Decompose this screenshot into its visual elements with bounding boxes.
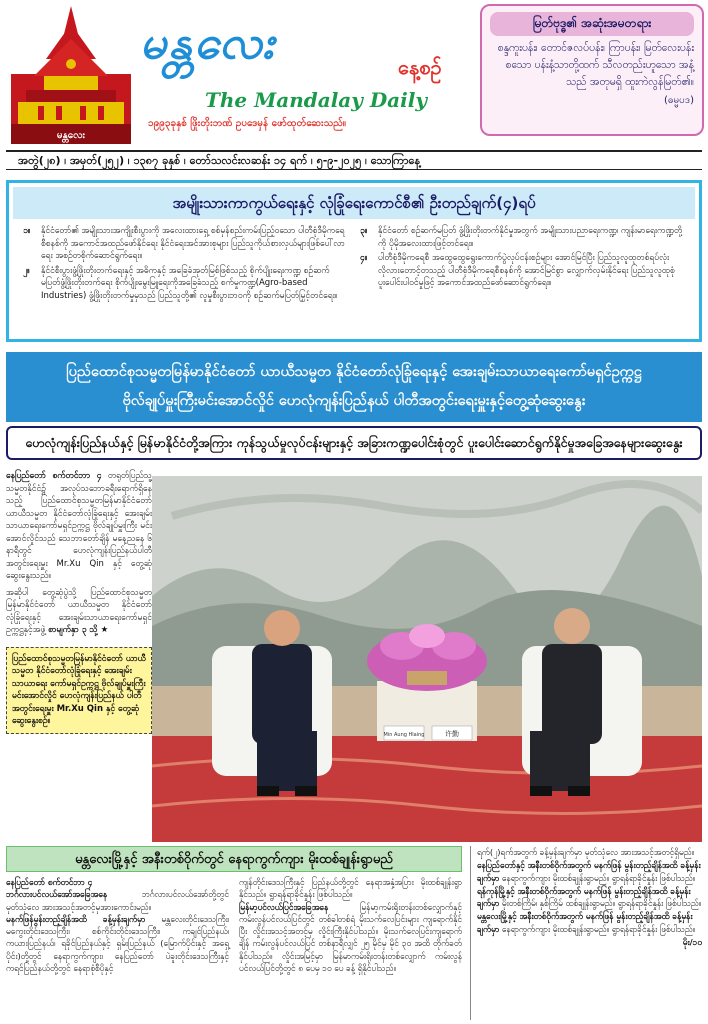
motto-heading: မြတ်ဗုဒ္ဓ၏ အဆုံးအမတရား <box>490 12 694 36</box>
headline-line-1: ပြည်ထောင်စုသမ္မတမြန်မာနိုင်ငံတော် ယာယီသမ္မတ နိုင်ငံတော်လုံခြုံရေးနှင့် အေးချမ်းသာယာရေးကော်မရှင်ဥက္ကဋ္ဌ <box>66 364 642 380</box>
weather-column-2 <box>239 876 462 974</box>
motto-body: စန္ဒကူးပန်း၊ တောင်ဇလပ်ပန်း၊ ကြာပန်း၊ မြတ်လေးပန်း စသော ပန်းနံ့သာတို့ထက် သီလတည်းဟူသော အနံ့သည် အတုမရှိ ထူးကဲလွန်မြတ်၏။ <box>497 42 694 88</box>
weather-column-1 <box>6 876 229 974</box>
weather-subhead: မြန်မာ့ပင်လယ်ပြင်အခြေအနေ <box>239 901 329 912</box>
weather-subhead: မနက်ဖြန်မွန်းတည့်ချိန်အထိ ခန့်မှန်းချက်မှာ <box>6 913 146 924</box>
objective-text: နိုင်ငံတော် စဉ်ဆက်မပြတ် ဖွံ့ဖြိုးတိုးတက်နိုင်မှုအတွက် အမျိုးသားပညာရေးကဏ္ဍ၊ ကျန်းမာရေးကဏ္ဍတို့ကို ပိုမိုအလေးထားဖြင့်တင်ရေး။ <box>378 226 683 249</box>
objective-number: ၃။ <box>360 226 368 236</box>
dateline: အတွဲ(၂၈) ၊ အမှတ်(၂၅၂) ၊ ၁၃၈၇ ခုနှစ် ၊ တော်သလင်းလဆန်း ၁၄ ရက် ၊ ၅-၉-၂၀၂၅ ၊ သောကြာနေ့ <box>6 150 702 170</box>
weather-forecast-column <box>470 846 702 1020</box>
objective-text: နိုင်ငံစီးပွားဖွံ့ဖြိုးတိုးတက်ရေးနှင့် အဓိကနှင့် အခြေခံအုတ်မြစ်ဖြစ်သည့် စိုက်ပျိုးရေးကဏ္ဍ စဉ်ဆက်မပြတ်ဖွံ့ဖြိုးတိုးတက်ရေး စိုက်ပျိုးမွေးမြူရေးကိုအခြေခံသည့် စက်မှုကဏ္ဍ(Agro-based Industries) ဖွံ့ဖြိုးတိုးတက်မှုမှသည် ပြည်သူတို့၏ လူမှုစီးပွားဘဝကို စဉ်ဆက်မပြတ်မြှင့်တင်ရေး။ <box>41 265 338 301</box>
weather-section <box>6 846 462 1020</box>
weather-title: မန္တလေးမြို့နှင့် အနီးတစ်ဝိုက်တွင် နေရာကွက်ကျား မိုးထစ်ချုန်းရွာမည် <box>6 846 462 872</box>
main-headline <box>6 352 702 422</box>
objective-item <box>23 225 348 263</box>
newspaper-title-english: The Mandalay Daily <box>205 88 427 112</box>
article-body-2: အဆိုပါ တွေ့ဆုံပွဲသို့ ပြည်ထောင်စုသမ္မတ မြန်မာနိုင်ငံတော် ယာယီသမ္မတ နိုင်ငံတော်လုံခြုံရေးနှင့် အေးချမ်းသာယာရေးကော်မရှင် ဥက္ကဋ္ဌနှင့်အဖွဲ့ <box>6 587 152 635</box>
weather-dateline: နေပြည်တော် စက်တင်ဘာ ၄ <box>6 877 93 887</box>
article-continued: စာမျက်နှာ ၃ သို့ ★ <box>48 625 109 635</box>
newspaper-tagline: ၁၉၉၃ခုနှစ် ဖြိုးတိုးဘဏ် ဥပဒေမှန် ဖော်ထုတ်ဆေးသည်။ <box>148 118 346 129</box>
objectives-title: အမျိုးသားကာကွယ်ရေးနှင့် လုံခြုံရေးကောင်စီ၏ ဦးတည်ချက်(၄)ရပ် <box>13 187 695 219</box>
objective-text: နိုင်ငံတော်၏ အမျိုးသားအကျိုးစီးပွားကို အလေးထားရှေ့ စစ်မှန်စည်းကမ်းပြည့်ဝသော ပါတီစုံဒီမိုကရေစီစနစ်ကို အကောင်အထည်ဖော်နိုင်ရေး နိုင်ငံရေးအင်အားစုများ ပြည်သူကိုယ်စားလှယ်များဖြစ်ပေါ်လာရေး အစဉ်တစိုက်ဆောင်ရွက်ရေး။ <box>41 226 345 261</box>
headline-line-2: ဗိုလ်ချုပ်မှူးကြီးမင်းအောင်လှိုင် ဟေလုံကျန်းပြည်နယ် ပါတီအတွင်းရေးမှူးနှင့်တွေ့ဆုံဆွေးနွေး <box>122 393 586 409</box>
objective-number: ၁။ <box>23 226 31 236</box>
weather-text: ကျန်တိုင်းဒေသကြီးနှင့် ပြည်နယ်တို့တွင် နေရာအနှံ့အပြား မိုးထစ်ချုန်းရွာနိုင်သည်။ ရွာရန်ရာခိုင်နှုန်း ဖြစ်ပါသည်။ <box>239 877 462 900</box>
objective-item <box>360 252 685 290</box>
name-card-right: 许勤 <box>445 730 459 738</box>
meeting-photo <box>152 476 702 842</box>
article-dateline: နေပြည်တော် စက်တင်ဘာ ၄ <box>6 471 102 481</box>
weather-text: ဘင်္ဂလားပင်လယ်အော်တို့တွင် မုတ်သုံလေ အားအသင့်အတင့်မှအားကောင်းမည်။ <box>6 889 229 912</box>
objectives-column-left <box>17 225 354 304</box>
weather-text: မန္တလေးတိုင်းဒေသကြီး၊ မကွေးတိုင်းဒေသကြီး၊ စစ်ကိုင်းတိုင်းဒေသကြီး၊ ကချင်ပြည်နယ်၊ ကယားပြည်နယ်၊ ရခိုင်ပြည်နယ်နှင့် ရှမ်းပြည်နယ် (မြောက်ပိုင်းနှင့် အရှေ့ပိုင်း)တို့တွင် နေရာကွက်ကျား၊ နေပြည်တော် ပဲခူးတိုင်းဒေသကြီးနှင့် ကရင်ပြည်နယ်တို့တွင် နေရာစုံစီပိုနှင့် <box>6 913 229 974</box>
objectives-box <box>6 180 702 342</box>
masthead <box>0 0 708 150</box>
weather-subhead: ရန်ကုန်မြို့နှင့် အနီးတစ်ဝိုက်အတွက် မနက်ဖြန် မွန်းတည့်ချိန်အထိ ခန့်မှန်းချက်မှာ <box>477 885 691 909</box>
pagoda-emblem <box>6 4 136 144</box>
name-card-left: Min Aung Hlaing <box>383 732 425 738</box>
article-body: တရုတ်ပြည်သူ့ သမ္မတနိုင်ငံ၌ အလုပ်သဘောခရီးရောက်ရှိနေသည့် ပြည်ထောင်စုသမ္မတမြန်မာနိုင်ငံတော် ယာယီသမ္မတ နိုင်ငံတော်လုံခြုံရေးနှင့် အေးချမ်းသာယာရေးကော်မရှင်ဥက္ကဋ္ဌ ဗိုလ်ချုပ်မှူးကြီး မင်းအောင်လှိုင်သည် သေဘာတော်ချိန် မနေ့ညနေ ၆ နာရီတွင် ဟေလုံကျန်းပြည်နယ်ပါတီအတွင်းရေးမှူး Mr.Xu Qin နှင့် တွေ့ဆုံဆွေးနွေးသည်။ <box>6 471 152 581</box>
objective-number: ၂။ <box>23 265 30 276</box>
weather-continued: မိုး/၁၀ <box>682 937 702 948</box>
weather-text: နေရာကွက်ကျား မိုးထစ်ချုန်းရွာမည်။ ရွာရန်ရာခိုင်နှုန်း ဖြစ်ပါသည်။ <box>501 872 696 883</box>
weather-text: နေရာကွက်ကျား မိုးထစ်ချုန်းရွာမည်။ ရွာရန်ရာခိုင်နှုန်း ဖြစ်ပါသည်။ <box>501 923 696 934</box>
photo-caption: ပြည်ထောင်စုသမ္မတမြန်မာနိုင်ငံတော် ယာယီသမ္မတ နိုင်ငံတော်လုံခြုံရေးနှင့် အေးချမ်းသာယာရေး ကော်မရှင်ဥက္ကဋ္ဌ ဗိုလ်ချုပ်မှူးကြီး မင်းအောင်လှိုင် ဟေလုံကျန်းပြည်နယ် ပါတီအတွင်းရေးမှူး Mr.Xu Qin နှင့် တွေ့ဆုံဆွေးနွေးစဉ်။ <box>6 647 152 734</box>
weather-subhead: နေပြည်တော်နှင့် အနီးတစ်ဝိုက်အတွက် မနက်ဖြန် မွန်းတည့်ချိန်အထိ ခန့်မှန်းချက်မှာ <box>477 860 701 883</box>
emblem-caption: မန္တလေး <box>56 130 86 141</box>
objective-text: ပါတီစုံဒီမိုကရေစီ အထွေထွေရွေးကောက်ပွဲလုပ်ငန်းစဉ်များ အောင်မြင်ပြီး ပြည်သူလူထုတစ်ရပ်လုံး လိုလားတောင့်တသည့် ပါတီစုံဒီမိုကရေစီစနစ်ကို အောင်မြင်စွာ လျှောက်လှမ်းနိုင်ရေး ပြည်သူလူထုစုံ ပူးပေါင်းပါဝင်မှုဖြင့် အကောင်အထည်ဖော်ဆောင်ရွက်ရေး။ <box>378 253 675 288</box>
objective-number: ၄။ <box>360 253 368 263</box>
subheadline: ဟေလုံကျန်းပြည်နယ်နှင့် မြန်မာနိုင်ငံတို့အကြား ကုန်သွယ်မှုလုပ်ငန်းများနှင့် အခြားကဏ္ဍပေါင်းစုံတွင် ပူးပေါင်းဆောင်ရွက်နိုင်မှုအခြေအနေများဆွေးနွေး <box>6 426 702 460</box>
weather-text: မြန်မာ့ကမ်းရိုးတန်းတစ်လျှောက်နှင့် ကမ်းလွန်ပင်လယ်ပြင်တွင် တစ်ခါတစ်ရံ မိုးသက်လေပြင်းများ ကျရောက်နိုင်ပြီး လှိုင်းအသင့်အတင့်မှ လှိုင်းကြီးနိုင်ပါသည်။ မိုးသက်လေပြင်းကျရောက်ချိန် ကမ်းလွန်ပင်လယ်ပြင် တစ်နာရီလျှင် ၂၅ မိုင်မှ မိုင် ၃၀ အထိ တိုက်ခတ်နိုင်ပါသည်။ လှိုင်းအမြင့်မှာ မြန်မာကမ်းရိုးတန်းတစ်လျှောက် ကမ်းလွန်ပင်လယ်ပြင်တို့တွင် ၈ ပေမှ ၁၀ ပေ ခန့် ရှိနိုင်ပါသည်။ <box>239 901 462 974</box>
newspaper-title: မန္တလေး <box>140 15 276 69</box>
newspaper-title-daily: နေ့စဉ် <box>398 55 442 79</box>
objective-item <box>23 265 348 303</box>
weather-text: ရက်(၂)ရက်အတွက် ခန့်မှန်းချက်မှာ မုတ်သုံလေ အားအသင့်အတင့်ရှိမည်။ <box>477 847 695 857</box>
weather-text: မိုးတစ်ကြိမ်၊ နှစ်ကြိမ် ထစ်ချုန်းရွာမည်။ ရွာရန်ရာခိုင်နှုန်း ဖြစ်ပါသည်။ <box>501 898 702 909</box>
weather-subhead: မန္တလေးမြို့နှင့် အနီးတစ်ဝိုက်အတွက် မနက်ဖြန် မွန်းတည့်ချိန်အထိ ခန့်မှန်းချက်မှာ <box>477 911 693 934</box>
lead-article <box>6 470 152 840</box>
objective-item <box>360 225 685 250</box>
motto-source: (ဓမ္မပဒ) <box>663 95 694 106</box>
objectives-column-right <box>354 225 691 304</box>
motto-box <box>480 4 704 136</box>
weather-subhead: ဘင်္ဂလားပင်လယ်အော်အခြေအနေ <box>6 889 108 900</box>
